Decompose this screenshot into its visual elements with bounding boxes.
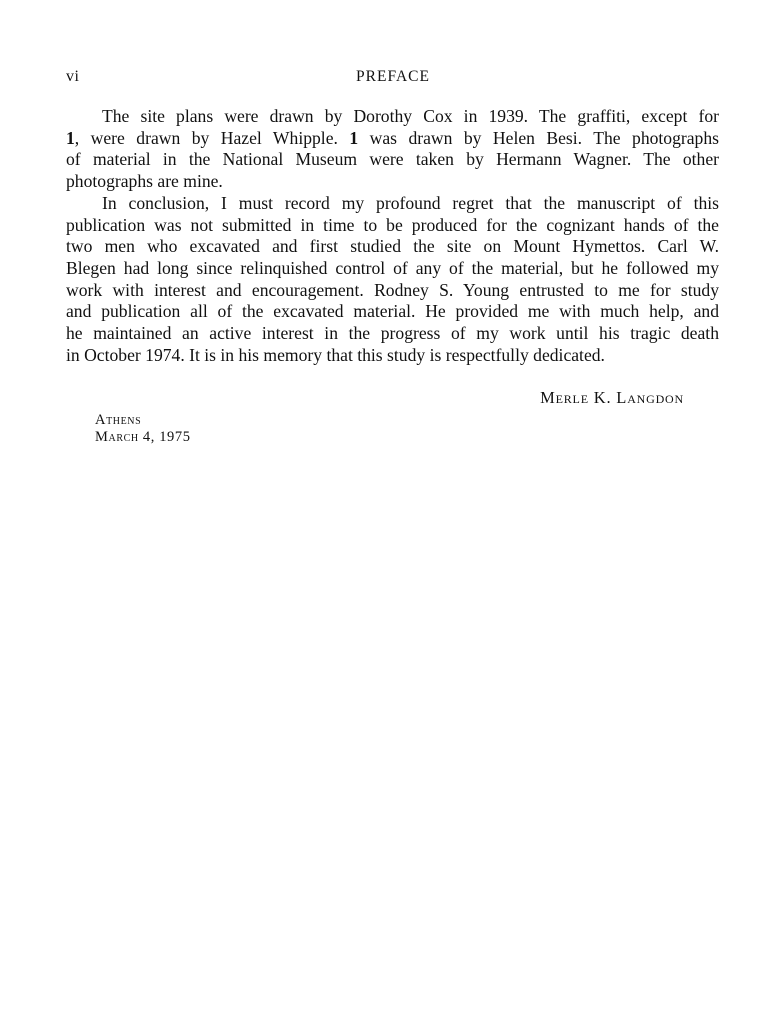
text-line	[66, 301, 719, 323]
text-line	[66, 171, 719, 193]
text-run: , were drawn by Hazel Whipple.	[74, 127, 350, 148]
page-number: vi	[66, 68, 80, 85]
text-line	[66, 323, 719, 345]
text-run: publication was not submitted in time to be produced for the cognizant hands of the	[66, 214, 719, 235]
text-line	[66, 236, 719, 258]
text-line	[66, 128, 719, 150]
text-run: Blegen had long since relinquished control of any of the material, but he followed my	[66, 257, 719, 278]
text-run: two men who excavated and first studied the site on Mount Hymettos. Carl W.	[66, 236, 719, 257]
text-line	[66, 193, 719, 215]
paragraph-2	[66, 193, 719, 367]
text-run: was drawn by Helen Besi. The photographs	[358, 127, 719, 148]
dateline-place: Athens	[95, 412, 142, 428]
text-line	[66, 215, 719, 237]
text-run: he maintained an active interest in the progress of my work until his tragic death	[66, 323, 719, 344]
text-run: The site plans were drawn by Dorothy Cox in 1939. The graffiti, except for	[102, 106, 719, 126]
text-line	[66, 149, 719, 171]
text-run: in October 1974. It is in his memory that this study is respectfully dedicated.	[66, 344, 605, 365]
text-run: In conclusion, I must record my profound regret that the manuscript of this	[102, 192, 719, 213]
preface-body	[66, 106, 719, 366]
text-run: of material in the National Museum were taken by Hermann Wagner. The other	[66, 149, 719, 170]
text-line	[66, 106, 719, 128]
author-signature: Merle K. Langdon	[540, 388, 684, 407]
running-head	[66, 68, 720, 90]
text-line	[66, 258, 719, 280]
text-line	[66, 345, 719, 367]
catalogue-number: 1	[66, 127, 75, 148]
dateline	[95, 412, 191, 446]
dateline-date: March 4, 1975	[95, 429, 191, 445]
text-run: work with interest and encouragement. Rodney S. Young entrusted to me for study	[66, 279, 719, 300]
text-line	[66, 280, 719, 302]
paragraph-1	[66, 106, 719, 193]
text-run: photographs are mine.	[66, 171, 223, 192]
catalogue-number: 1	[349, 127, 359, 148]
running-title: PREFACE	[356, 68, 430, 85]
text-run: and publication all of the excavated material. He provided me with much help, and	[66, 301, 719, 322]
